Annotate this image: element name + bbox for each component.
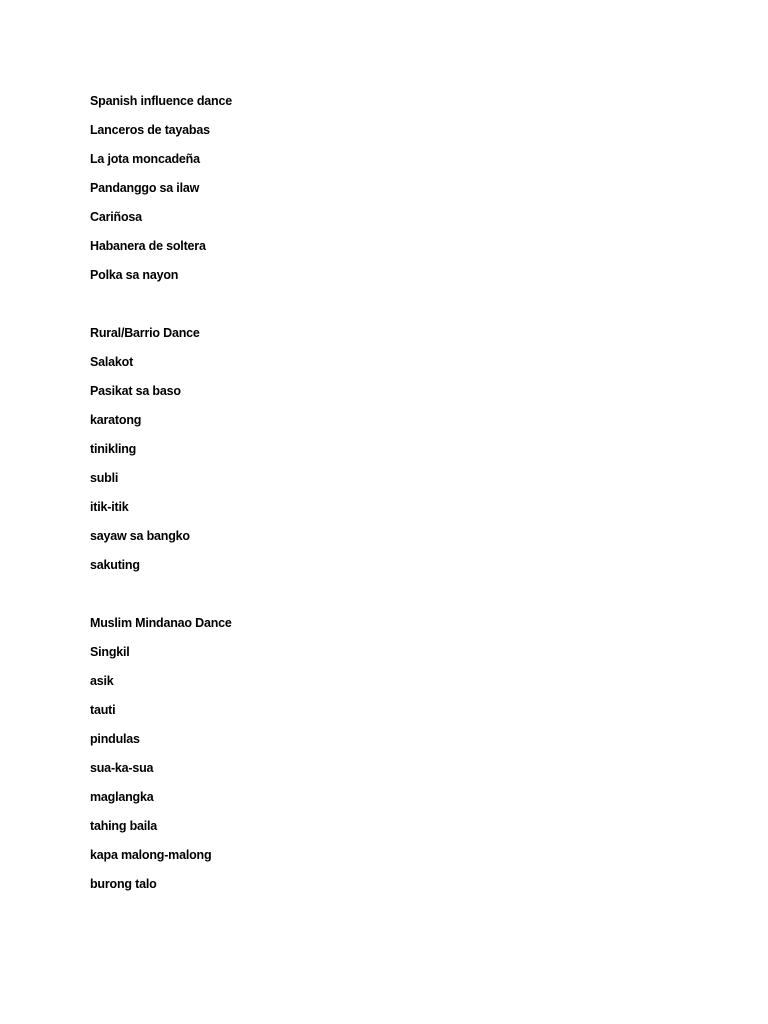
list-item: pindulas	[90, 732, 140, 746]
list-item: Polka sa nayon	[90, 268, 179, 282]
list-item: kapa malong-malong	[90, 848, 212, 862]
list-item: La jota moncadeña	[90, 152, 200, 166]
list-item: tahing baila	[90, 819, 158, 833]
list-item: Pandanggo sa ilaw	[90, 181, 200, 195]
list-item: Habanera de soltera	[90, 239, 206, 253]
list-item: Pasikat sa baso	[90, 384, 181, 398]
list-item: Salakot	[90, 355, 134, 369]
list-item: asik	[90, 674, 114, 688]
list-item: karatong	[90, 413, 142, 427]
list-item: Cariñosa	[90, 210, 142, 224]
list-item: burong talo	[90, 877, 157, 891]
section-rural-barrio	[90, 325, 650, 586]
section-heading: Rural/Barrio Dance	[90, 326, 200, 340]
list-item: maglangka	[90, 790, 154, 804]
list-item: Singkil	[90, 645, 130, 659]
dance-list	[90, 93, 650, 905]
section-spanish-influence	[90, 93, 650, 296]
list-item: sayaw sa bangko	[90, 529, 190, 543]
list-item: sua-ka-sua	[90, 761, 154, 775]
list-item: Lanceros de tayabas	[90, 123, 210, 137]
section-muslim-mindanao	[90, 615, 650, 905]
section-heading: Muslim Mindanao Dance	[90, 616, 232, 630]
list-item: itik-itik	[90, 500, 129, 514]
list-item: tauti	[90, 703, 116, 717]
list-item: subli	[90, 471, 119, 485]
section-heading: Spanish influence dance	[90, 94, 232, 108]
list-item: sakuting	[90, 558, 140, 572]
list-item: tinikling	[90, 442, 137, 456]
